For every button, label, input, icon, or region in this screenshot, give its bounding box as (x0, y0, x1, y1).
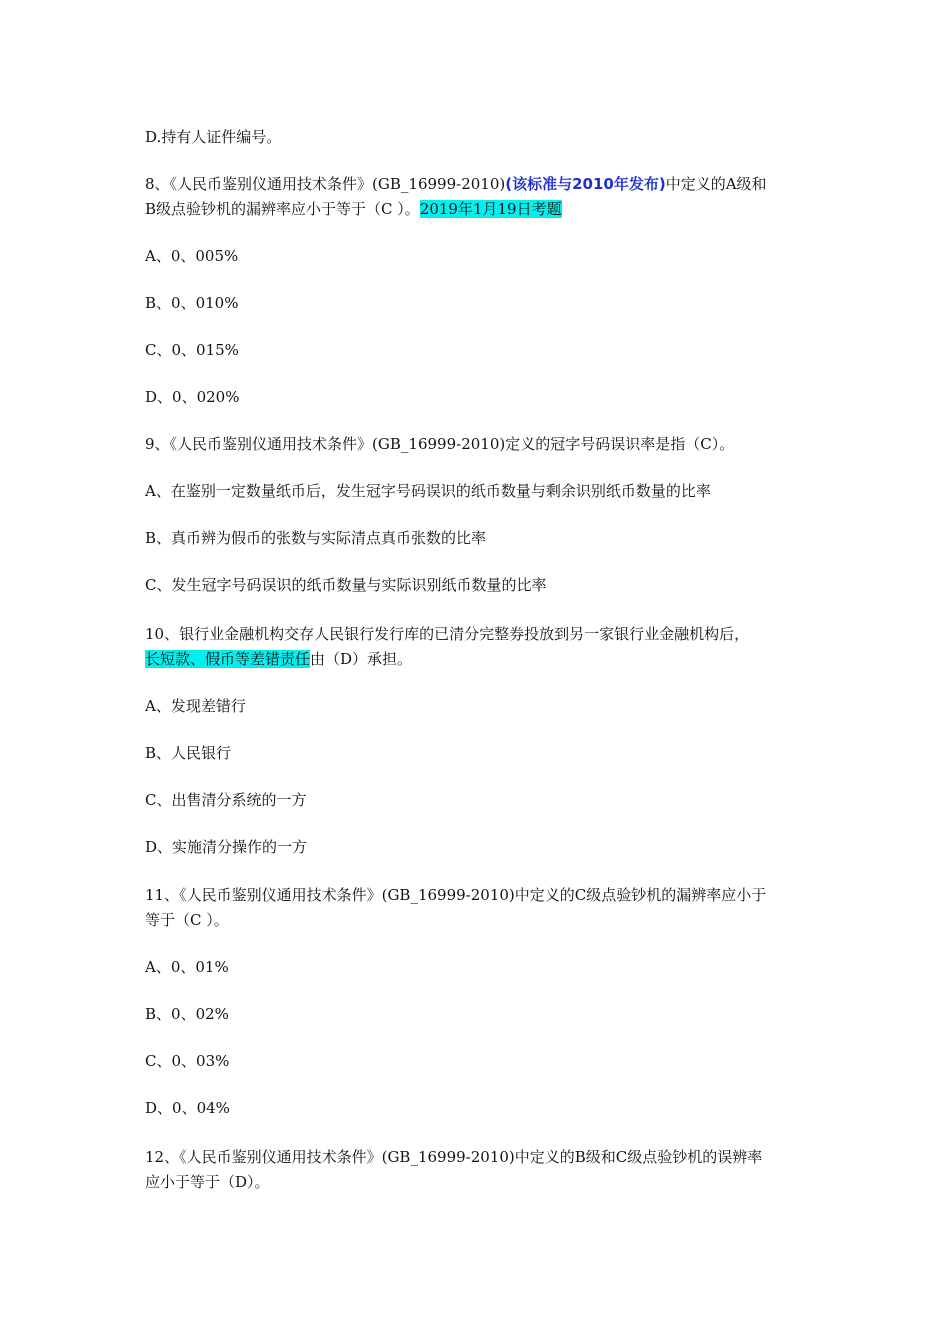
q10-line-2 (145, 647, 815, 671)
q10-option-c: C、出售清分系统的一方 (145, 791, 307, 809)
q9-option-b: B、真币辨为假币的张数与实际清点真币张数的比率 (145, 529, 487, 547)
q11-option-c: C、0、03% (145, 1052, 230, 1070)
q8-option-b: B、0、010% (145, 294, 239, 312)
q8-option-a: A、0、005% (145, 247, 239, 265)
q10-highlight: 长短款、假币等差错责任 (145, 650, 311, 668)
q8-line-2-prefix: B级点验钞机的漏辨率应小于等于（C ）。 (145, 200, 420, 218)
q8-exam-date-highlight: 2019年1月19日考题 (419, 200, 562, 218)
q10-option-d: D、实施清分操作的一方 (145, 838, 308, 856)
q11-line-2: 等于（C ）。 (145, 911, 229, 929)
q10-line-2-suffix: 由（D）承担。 (310, 650, 413, 668)
q11-option-b: B、0、02% (145, 1005, 229, 1023)
q7-option-d: D.持有人证件编号。 (145, 128, 282, 146)
q12-line-1: 12、《人民币鉴别仪通用技术条件》(GB_16999-2010)中定义的B级和C级点验钞机的误辨率 (145, 1148, 763, 1166)
q8-line-1-prefix: 8、《人民币鉴别仪通用技术条件》(GB_16999-2010) (145, 175, 506, 193)
q8-option-d: D、0、020% (145, 388, 240, 406)
q11-option-a: A、0、01% (145, 958, 229, 976)
q11-line-1: 11、《人民币鉴别仪通用技术条件》(GB_16999-2010)中定义的C级点验钞机的漏辨率应小于 (145, 886, 767, 904)
q9-option-a: A、在鉴别一定数量纸币后，发生冠字号码误识的纸币数量与剩余识别纸币数量的比率 (145, 482, 711, 500)
q12-line-2: 应小于等于（D）。 (145, 1173, 270, 1191)
q9-text: 9、《人民币鉴别仪通用技术条件》(GB_16999-2010)定义的冠字号码误识率是指（C）。 (145, 435, 735, 453)
q10-line-1: 10、银行业金融机构交存人民银行发行库的已清分完整券投放到另一家银行业金融机构后， (145, 625, 750, 643)
q10-option-b: B、人民银行 (145, 744, 232, 762)
q8-option-c: C、0、015% (145, 341, 239, 359)
q8-line-2 (145, 197, 815, 221)
q8-standard-note: (该标准与2010年发布) (505, 175, 666, 193)
q8-line-1-suffix: 中定义的A级和 (665, 175, 767, 193)
q8-line-1 (145, 172, 815, 196)
q11-option-d: D、0、04% (145, 1099, 230, 1117)
q9-option-c: C、发生冠字号码误识的纸币数量与实际识别纸币数量的比率 (145, 576, 547, 594)
q10-option-a: A、发现差错行 (145, 697, 246, 715)
